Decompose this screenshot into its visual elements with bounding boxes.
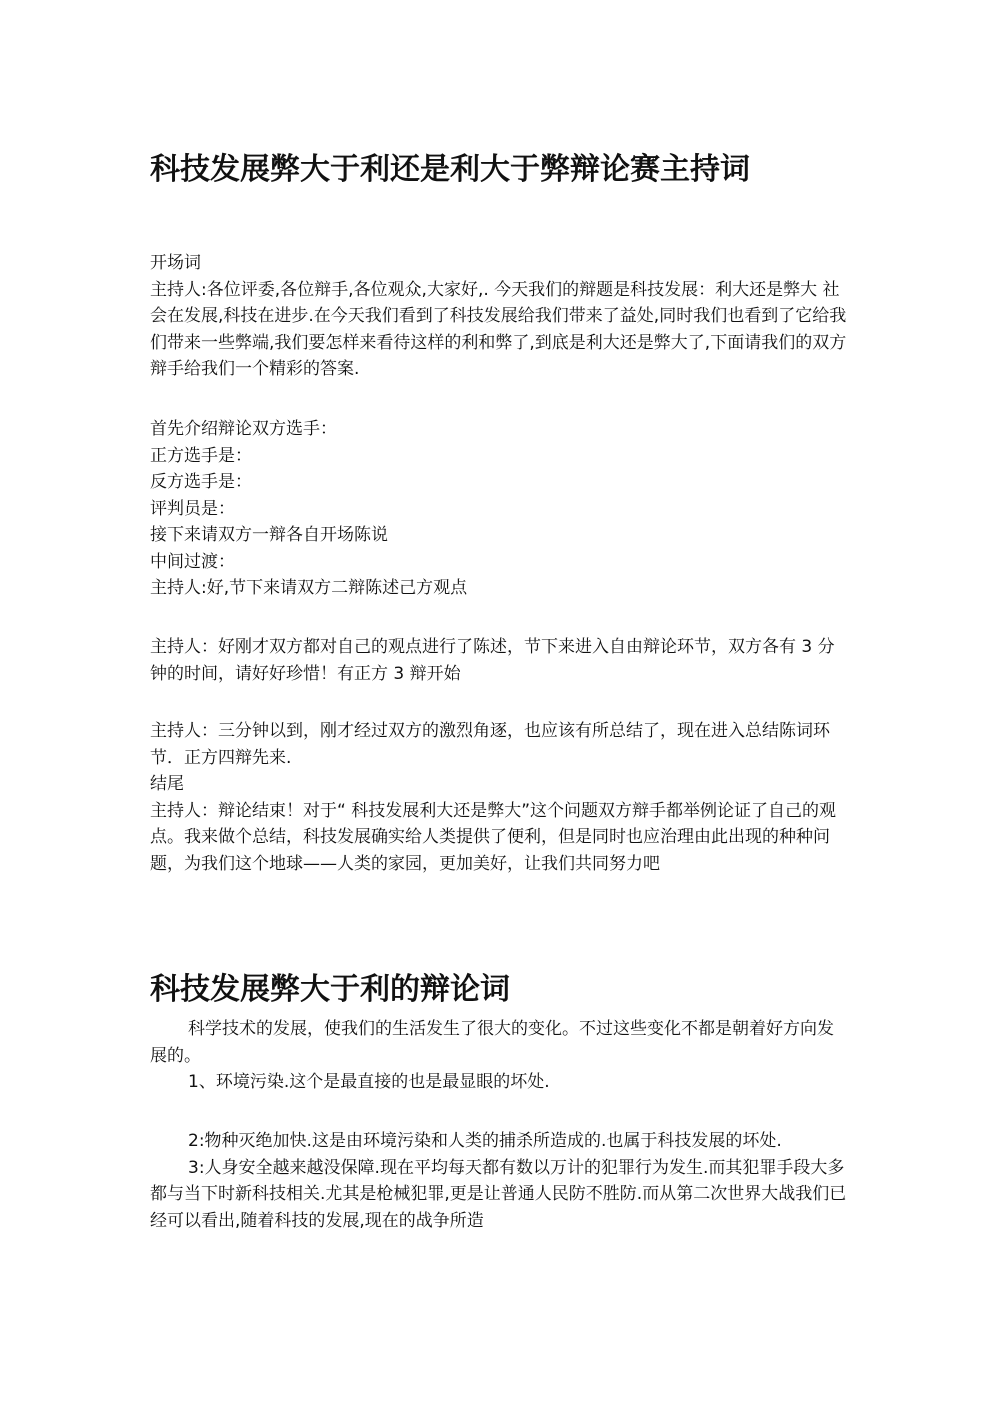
section1-title: 科技发展弊大于利还是利大于弊辩论赛主持词: [150, 152, 750, 187]
summary-text: 主持人：三分钟以到，刚才经过双方的激烈角逐，也应该有所总结了，现在进入总结陈词环节．正方四辩先来.: [150, 721, 830, 768]
ending-label: 结尾: [150, 774, 184, 794]
transition-label: 中间过渡：: [150, 551, 235, 572]
opening-label: 开场词: [150, 253, 201, 273]
point-1: 1、环境污染.这个是最直接的也是最显眼的坏处.: [188, 1072, 550, 1092]
affirmative-line: 正方选手是：: [150, 445, 252, 466]
ending-text: 主持人：辩论结束！对于“ 科技发展利大还是弊大”这个问题双方辩手都举例论证了自己的观点。我来做个总结，科技发展确实给人类提供了便利，但是同时也应治理由此出现的种种问题，为我们这个地球——人类的家园，更加美好，让我们共同努力吧: [150, 800, 837, 874]
intro-line: 首先介绍辩论双方选手：: [150, 419, 337, 439]
opening-block: [150, 250, 850, 383]
participants-block: [150, 416, 850, 602]
section2-body-b: [150, 1128, 850, 1234]
second-speech-line: 主持人:好,节下来请双方二辩陈述己方观点: [150, 578, 468, 598]
summary-block: [150, 718, 850, 877]
section2-intro: 科学技术的发展，使我们的生活发生了很大的变化。不过这些变化不都是朝着好方向发展的。: [150, 1019, 834, 1066]
judges-line: 评判员是：: [150, 498, 235, 519]
point-3: 3:人身安全越来越没保障.现在平均每天都有数以万计的犯罪行为发生.而其犯罪手段大多都与当下时新科技相关.尤其是枪械犯罪,更是让普通人民防不胜防.而从第二次世界大战我们已经可以看出,随着科技的发展,现在的战争所造: [150, 1157, 847, 1231]
section2-title: 科技发展弊大于利的辩论词: [150, 972, 510, 1007]
point-2: 2:物种灭绝加快.这是由环境污染和人类的捕杀所造成的.也属于科技发展的坏处.: [188, 1131, 782, 1151]
free-debate-text: 主持人：好刚才双方都对自己的观点进行了陈述，节下来进入自由辩论环节，双方各有 3 分钟的时间，请好好珍惜！有正方 3 辩开始: [150, 637, 835, 684]
opening-text: 主持人:各位评委,各位辩手,各位观众,大家好,. 今天我们的辩题是科技发展：利大还是弊大 社会在发展,科技在进步.在今天我们看到了科技发展给我们带来了益处,同时我们也看到了它给我们带来一些弊端,我们要怎样来看待这样的利和弊了,到底是利大还是弊大了,下面请我们的双方辩手给我们一个精彩的答案.: [150, 279, 847, 379]
first-speech-line: 接下来请双方一辩各自开场陈说: [150, 525, 388, 545]
negative-line: 反方选手是：: [150, 472, 252, 492]
free-debate-block: [150, 634, 850, 687]
section2-body-a: [150, 1016, 850, 1096]
